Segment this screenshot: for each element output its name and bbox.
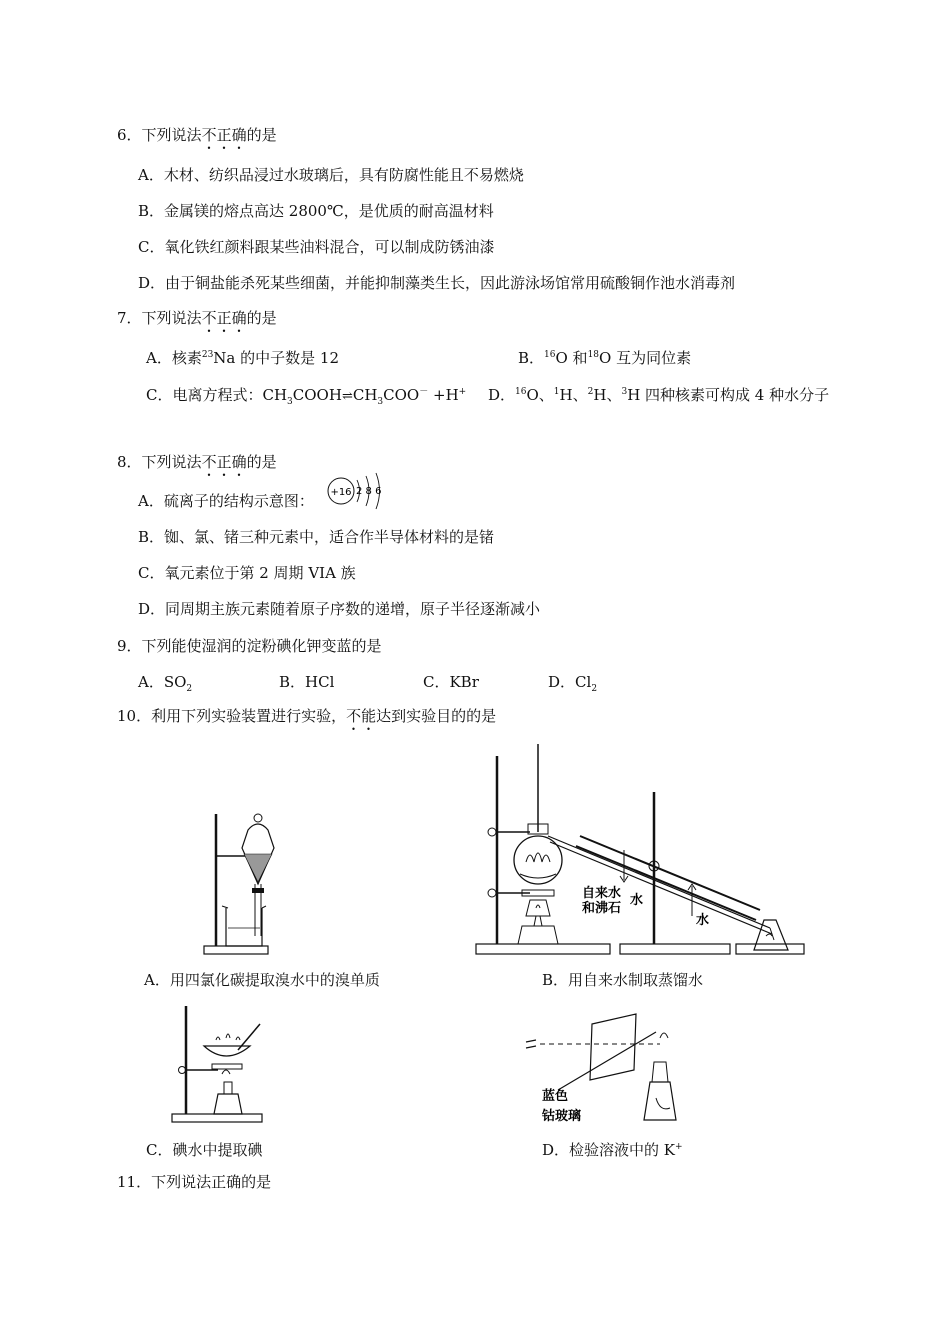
distillation-apparatus-figure [470, 740, 808, 958]
q7-a-text-post: Na 的中子数是 12 [213, 349, 339, 367]
q8-stem-pre: 下列说法 [141, 453, 202, 471]
q7-b-mass1: 16 [544, 350, 556, 360]
q7-option-b [518, 348, 691, 368]
q10-caption-d [542, 1140, 683, 1160]
q7-d-t3: H、 [593, 386, 622, 404]
q7-d-t1: O、 [526, 386, 554, 404]
q6-option-c: C．氧化铁红颜料跟某些油料混合，可以制成防锈油漆 [138, 238, 495, 256]
q7-b-label: B． [518, 349, 545, 367]
q7-stem-pre: 下列说法 [141, 309, 202, 327]
q7-b-text: O 和 [555, 349, 588, 367]
q7-d-mass1: 16 [515, 387, 527, 397]
q6-option-d: D．由于铜盐能杀死某些细菌，并能抑制藻类生长，因此游泳场馆常用硫酸铜作池水消毒剂 [138, 274, 736, 292]
q7-stem-post: 的是 [246, 309, 277, 327]
water-in-label: 水 [696, 913, 710, 928]
q8-number: 8． [117, 453, 142, 471]
q9-option-b: B．HCl [279, 673, 335, 691]
q8-stem [117, 452, 277, 480]
q6-emphasis: 不正确 [201, 126, 247, 144]
q8-option-a: A．硫离子的结构示意图： [138, 492, 314, 510]
q8-stem-post: 的是 [246, 453, 277, 471]
q7-c-formula2: CH [352, 386, 378, 404]
q7-c-sub1: 3 [287, 397, 293, 407]
q6-option-a: A．木材、纺织品浸过水玻璃后，具有防腐性能且不易燃烧 [138, 166, 524, 184]
q7-d-mass3: 2 [587, 387, 594, 397]
q10-caption-c: C．碘水中提取碘 [146, 1141, 263, 1159]
q7-c-text: C．电离方程式：CH [146, 386, 288, 404]
q7-number: 7． [117, 309, 142, 327]
blue-label: 蓝色 [542, 1089, 569, 1104]
q9-d-sub: 2 [591, 684, 598, 694]
q9-d-text: D．Cl [548, 673, 592, 691]
reversible-arrow-icon: ⇌ [341, 389, 353, 404]
q7-c-formula4: +H [428, 386, 459, 404]
sulfide-ion-structure-diagram [326, 470, 392, 514]
cobalt-glass-label: 钴玻璃 [542, 1109, 582, 1124]
q7-option-c [146, 385, 466, 407]
q6-stem-pre: 下列说法 [141, 126, 202, 144]
flame-test-apparatus-figure [520, 1012, 680, 1134]
evaporation-apparatus-figure [168, 1000, 278, 1126]
q7-d-mass2: 1 [553, 387, 560, 397]
q7-option-d [488, 385, 829, 405]
q8-emphasis: 不正确 [201, 453, 247, 471]
q10-emphasis: 不能 [346, 707, 377, 725]
q7-option-a [146, 348, 339, 368]
q10-caption-d-text: D．检验溶液中的 K [542, 1141, 676, 1159]
q8-option-c: C．氧元素位于第 2 周期 VIA 族 [138, 564, 356, 582]
q10-stem [117, 706, 496, 734]
q9-option-d [548, 672, 597, 692]
q11-stem: 11．下列说法正确的是 [117, 1173, 272, 1191]
q7-emphasis: 不正确 [201, 309, 247, 327]
nucleus-charge: +16 [330, 487, 352, 498]
q7-a-text: A．核素 [146, 349, 202, 367]
q8-option-d: D．同周期主族元素随着原子序数的递增，原子半径逐渐减小 [138, 600, 541, 618]
q6-stem [117, 125, 277, 153]
electron-shells: 2 8 6 [356, 486, 382, 497]
q7-d-mass4: 3 [621, 387, 628, 397]
q10-caption-b: B．用自来水制取蒸馏水 [542, 971, 704, 989]
q7-d-label: D． [488, 386, 516, 404]
q6-option-b: B．金属镁的熔点高达 2800℃，是优质的耐高温材料 [138, 202, 494, 220]
q9-stem: 9．下列能使湿润的淀粉碘化钾变蓝的是 [117, 637, 382, 655]
q6-stem-post: 的是 [246, 126, 277, 144]
q10-caption-d-charge: + [675, 1142, 683, 1152]
q7-d-t2: H、 [559, 386, 588, 404]
q10-number: 10． [117, 707, 152, 725]
q7-c-formula1: COOH [292, 386, 342, 404]
separatory-funnel-apparatus-figure [198, 808, 298, 958]
q7-c-formula3: COO [383, 386, 420, 404]
q10-caption-a: A．用四氯化碳提取溴水中的溴单质 [144, 971, 380, 989]
q7-stem [117, 308, 277, 336]
boiling-stones-label: 和沸石 [582, 901, 622, 916]
q9-a-sub: 2 [186, 684, 193, 694]
q7-c-charge1: － [419, 387, 429, 397]
q7-a-mass-number: 23 [201, 350, 214, 360]
q7-c-sub2: 3 [377, 397, 384, 407]
q9-option-a [138, 672, 192, 692]
q6-number: 6． [117, 126, 142, 144]
q8-option-b: B．铷、氯、锗三种元素中，适合作半导体材料的是锗 [138, 528, 495, 546]
water-out-label: 水 [630, 893, 644, 908]
q7-b-mass2: 18 [587, 350, 600, 360]
q7-b-text-post: O 互为同位素 [599, 349, 692, 367]
q7-c-charge2: + [458, 387, 467, 397]
q9-option-c: C．KBr [423, 673, 479, 691]
q10-stem-pre: 利用下列实验装置进行实验， [151, 707, 347, 725]
q10-stem-post: 达到实验目的的是 [376, 707, 497, 725]
q9-a-text: A．SO [138, 673, 187, 691]
tap-water-label: 自来水 [582, 886, 622, 901]
q7-d-text-post: H 四种核素可构成 4 种水分子 [627, 386, 830, 404]
